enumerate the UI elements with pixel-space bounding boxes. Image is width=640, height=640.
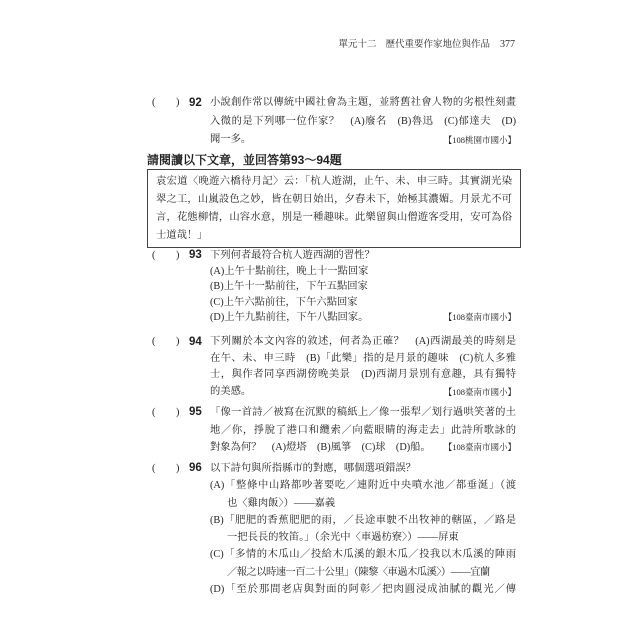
running-header [338, 38, 515, 52]
answer-blank: ( ) [152, 97, 180, 108]
question-body [210, 334, 516, 400]
question-body [210, 404, 516, 457]
question-number: 96 [189, 462, 202, 474]
option-c: (C)上午六點前往，下午六點回家 [210, 296, 358, 308]
chapter-title: 歷代重要作家地位與作品 [385, 40, 490, 50]
question-number: 94 [189, 336, 202, 348]
question-last-line [210, 439, 516, 457]
question-text-line: 入微的是下列哪一位作家？ (A)廢名 (B)魯迅 (C)郁達夫 (D) [210, 115, 516, 127]
question-body [210, 94, 516, 150]
passage-line: 翠之工，山嵐設色之妙，皆在朝日始出，夕舂未下，始極其濃媚。月景尤不可 [156, 194, 512, 205]
question-number: 95 [189, 406, 202, 418]
option-b: (B)上午十一點前往，下午五點回家 [210, 281, 368, 292]
exam-source-tag: 【108臺南市國小】 [443, 312, 516, 322]
question-text-line: 下列關於本文內容的敘述，何者為正確？ (A)西湖最美的時刻是 [210, 336, 516, 347]
option-b: (B)「肥肥的香蕉肥肥的雨，／長途車駛不出牧神的轄區，／路是 [210, 514, 516, 526]
question-text-line: 「像一首詩／被寫在沉默的稿紙上／像一張犁／划行過哄笑著的土 [210, 407, 516, 418]
exam-source-tag: 【108臺南市國小】 [443, 386, 516, 397]
question-text-line: 地／你，掙脫了港口和纜索／向藍眼睛的海走去」此詩所歌詠的 [210, 424, 516, 436]
passage-box [147, 169, 521, 248]
option-d: (D)「至於那間老店與對面的阿彰／把肉圓浸成油膩的觀光／傳 [210, 584, 516, 596]
question-text-line: 的美感。 [210, 385, 252, 397]
passage-line: 士道哉！」 [156, 230, 208, 241]
reading-instruction: 請閱讀以下文章，並回答第93～94題 [147, 153, 342, 167]
answer-blank: ( ) [152, 463, 180, 474]
option-c-continued: ／報之以時速一百二十公里」（陳黎〈車過木瓜溪〉）——宜蘭 [227, 566, 490, 578]
question-stem: 以下詩句與所指縣市的對應，哪個選項錯誤？ [210, 463, 416, 474]
answer-blank: ( ) [152, 336, 180, 347]
option-b-continued: 一把長長的牧笛。」（余光中〈車過枋寮〉）——屏東 [227, 532, 459, 544]
question-body [210, 460, 516, 598]
passage-line: 袁宏道〈晚遊六橋待月記〉云：「杭人遊湖，止午、未、申三時。其實湖光染 [156, 176, 512, 187]
unit-label: 單元十二 [338, 40, 377, 50]
question-text-line: 對象為何？ (A)燈塔 (B)風箏 (C)球 (D)船。 [210, 442, 431, 453]
exam-source-tag: 【108臺南市國小】 [443, 442, 516, 452]
page-number: 377 [500, 39, 515, 50]
option-d-line [210, 310, 516, 326]
answer-blank: ( ) [152, 250, 180, 261]
passage-line: 言，花態柳情，山容水意，別是一種趣味。此樂留與山僧遊客受用，安可為俗 [156, 212, 512, 223]
question-last-line [210, 131, 516, 150]
question-text-line: 士，與作者同享西湖傍晚美景 (D)西湖月景別有意趣，具有獨特 [210, 369, 516, 380]
question-body [210, 248, 516, 326]
question-text-line: 在午、未、申三時 (B)「此樂」指的是月景的趣味 (C)杭人多雅 [210, 352, 516, 364]
option-c: (C)「多情的木瓜山／投給木瓜溪的銀木瓜／投我以木瓜溪的陣雨 [210, 549, 516, 561]
question-number: 93 [189, 249, 202, 261]
option-d: (D)上午九點前往，下午八點回家。 [210, 312, 369, 323]
option-a: (A)上午十點前往，晚上十一點回家 [210, 265, 369, 277]
option-a-continued: 也〈雞肉飯〉）——嘉義 [227, 497, 336, 509]
exam-source-tag: 【108桃園市國小】 [443, 135, 516, 145]
option-a: (A)「整條中山路都吵著要吃／連附近中央噴水池／都垂涎」（渡 [210, 480, 516, 492]
question-stem: 下列何者最符合杭人遊西湖的習性？ [210, 250, 375, 261]
question-text-line: 小說創作常以傳統中國社會為主題，並將舊社會人物的劣根性刻畫 [210, 97, 516, 108]
answer-blank: ( ) [152, 407, 180, 418]
question-number: 92 [189, 97, 202, 109]
question-text-line: 聞一多。 [210, 134, 252, 145]
question-last-line [210, 384, 516, 401]
